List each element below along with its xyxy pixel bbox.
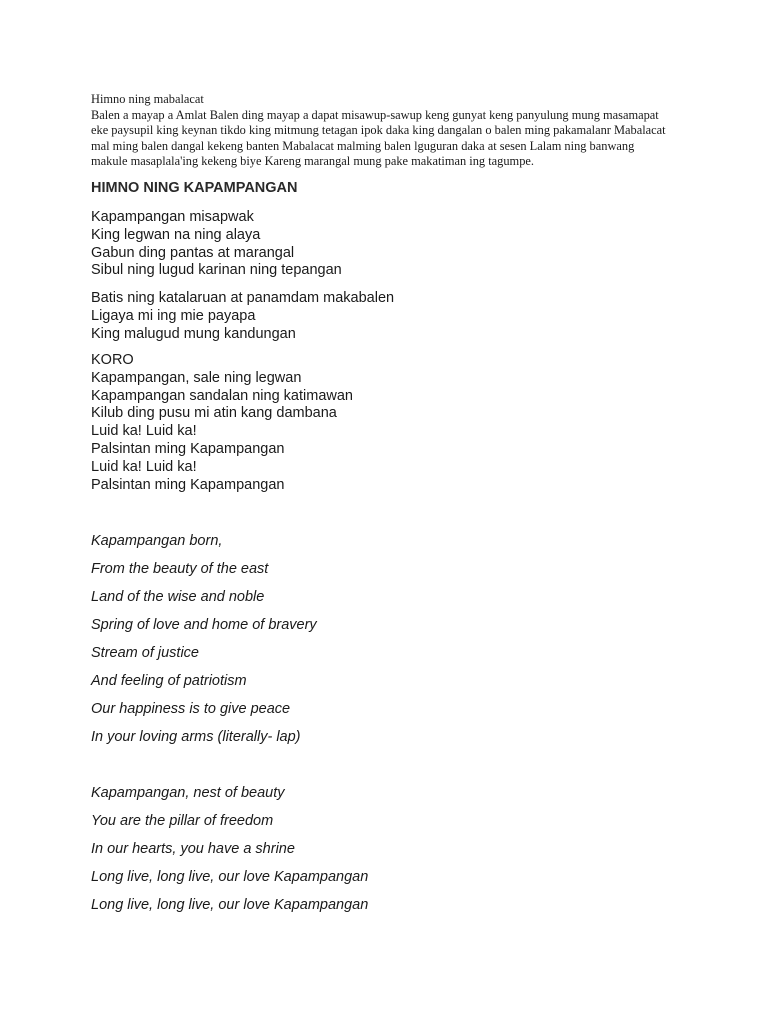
translation-line: In our hearts, you have a shrine [91,841,295,857]
lyric-line: Kapampangan sandalan ning katimawan [91,387,353,404]
lyric-line: Luid ka! Luid ka! [91,423,197,440]
translation-line: And feeling of patriotism [91,673,247,689]
intro-line: eke paysupil king keynan tikdo king mitmung tetagan ipok daka king dangalan o balen ming pakamalanr Mabalacat [91,123,666,137]
translation-line: From the beauty of the east [91,561,269,577]
intro-line: mal ming balen dangal kekeng banten Mabalacat malming balen lguguran daka at sesen Lalam ning banwang [91,138,635,153]
translation-stanza-2 [91,785,368,925]
chorus-label: KORO [91,352,134,368]
lyric-line: King legwan na ning alaya [91,226,261,243]
translation-line: In your loving arms (literally- lap) [91,729,301,745]
stanza-2 [91,290,394,343]
stanza-1 [91,209,342,280]
lyric-line: Kapampangan misapwak [91,209,254,225]
lyric-line: Ligaya mi ing mie payapa [91,307,256,324]
lyric-line: Gabun ding pantas at marangal [91,244,295,261]
translation-line: Long live, long live, our love Kapampangan [91,869,369,885]
translation-line: Spring of love and home of bravery [91,617,317,633]
translation-line: You are the pillar of freedom [91,813,274,829]
lyric-line: Palsintan ming Kapampangan [91,440,285,457]
lyric-line: Palsintan ming Kapampangan [91,476,285,493]
translation-line: Kapampangan, nest of beauty [91,785,285,801]
intro-line: Balen a mayap a Amlat Balen ding mayap a dapat misawup-sawup keng gunyat keng panyulung mung masamapat [91,107,659,122]
chorus-stanza [91,352,353,494]
translation-line: Land of the wise and noble [91,589,265,605]
translation-line: Our happiness is to give peace [91,701,291,717]
lyric-line: Sibul ning lugud karinan ning tepangan [91,262,342,279]
hymn-heading: HIMNO NING KAPAMPANGAN [91,180,298,196]
intro-paragraph [91,92,691,170]
lyric-line: Kapampangan, sale ning legwan [91,369,302,386]
lyric-line: Batis ning katalaruan at panamdam makabalen [91,290,395,306]
intro-line: makule masaplala'ing kekeng biye Kareng marangal mung pake makatiman ing tagumpe. [91,154,534,168]
intro-title: Himno ning mabalacat [91,92,204,106]
translation-stanza-1 [91,533,317,757]
lyric-line: Kilub ding pusu mi atin kang dambana [91,405,337,422]
translation-line: Kapampangan born, [91,533,223,549]
translation-line: Long live, long live, our love Kapampangan [91,897,369,913]
lyric-line: King malugud mung kandungan [91,325,296,342]
lyric-line: Luid ka! Luid ka! [91,458,197,475]
translation-line: Stream of justice [91,645,199,661]
